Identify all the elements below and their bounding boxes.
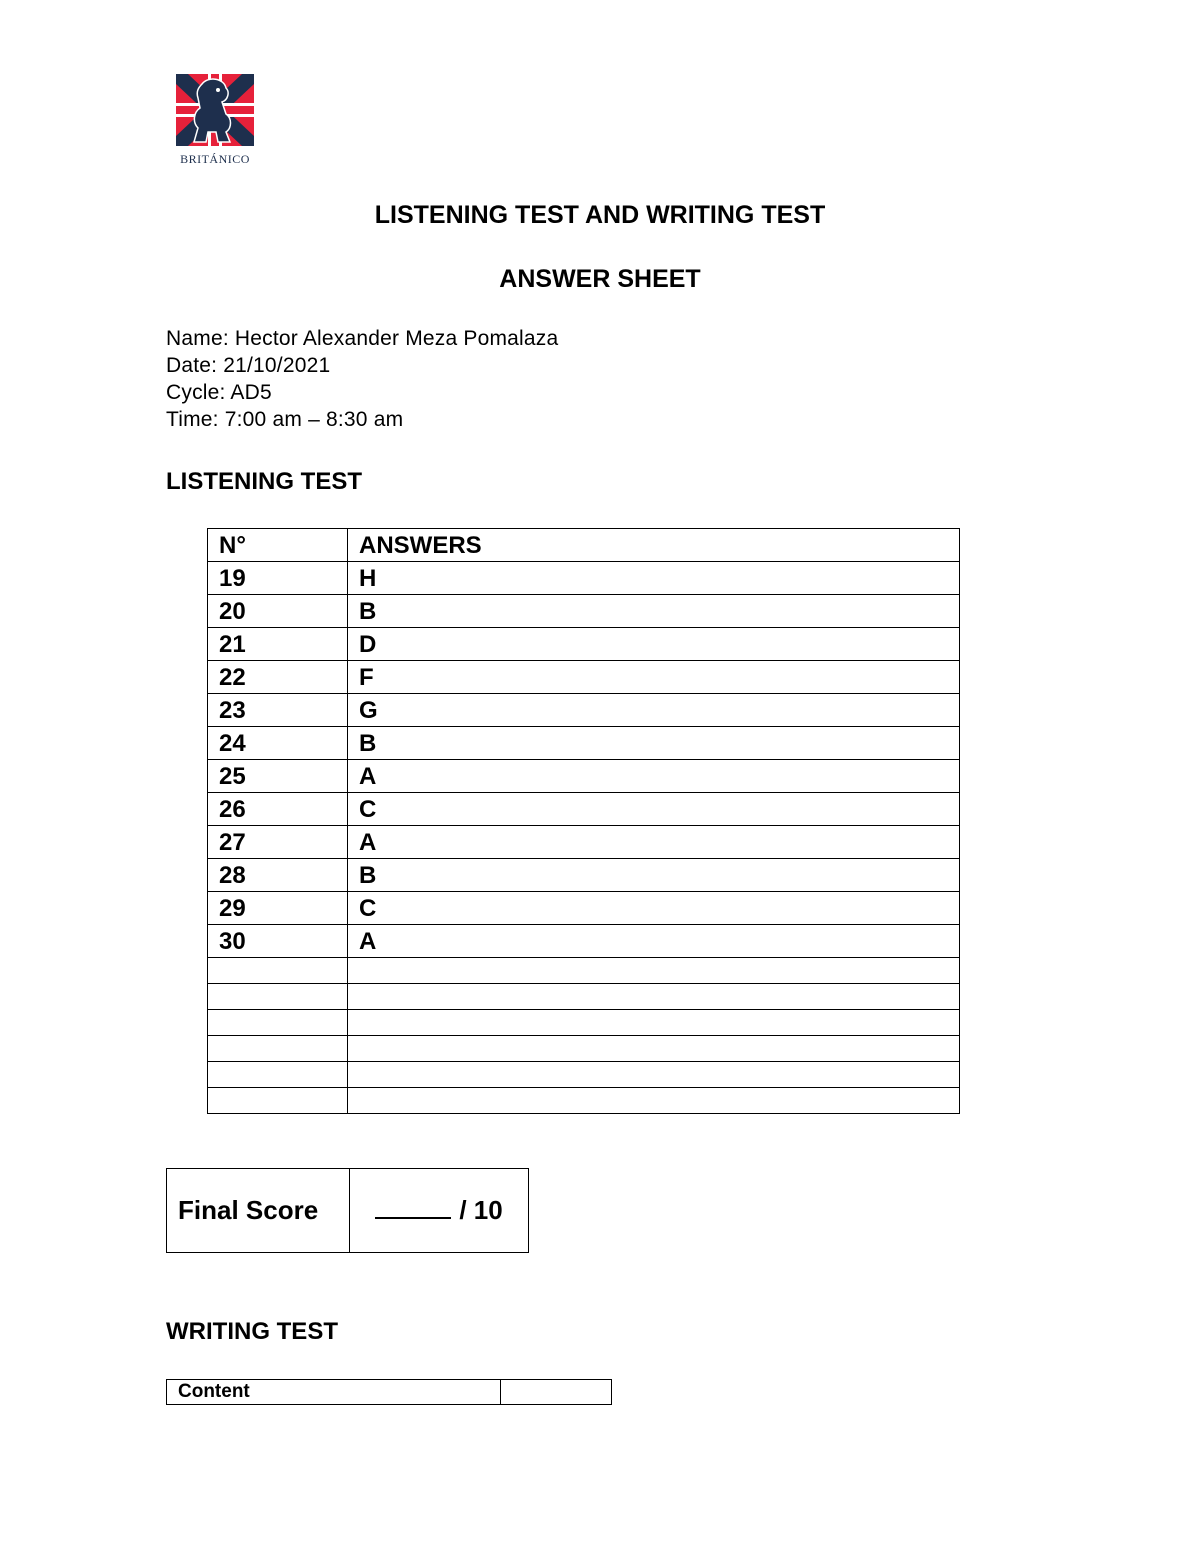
question-number: 25 (208, 760, 348, 793)
empty-table-row (208, 1088, 960, 1114)
answer-letter: F (348, 661, 960, 694)
answer-letter: D (348, 628, 960, 661)
writing-heading: WRITING TEST (166, 1318, 338, 1345)
listening-answers-table (207, 528, 960, 1114)
empty-table-row (208, 984, 960, 1010)
table-row (167, 1380, 612, 1405)
table-row (208, 628, 960, 661)
empty-cell[interactable] (208, 958, 348, 984)
column-header-number: N° (208, 529, 348, 562)
answer-letter: G (348, 694, 960, 727)
table-row (208, 595, 960, 628)
final-score-box (166, 1168, 529, 1253)
table-row (208, 661, 960, 694)
answer-letter: C (348, 793, 960, 826)
question-number: 27 (208, 826, 348, 859)
student-name: Name: Hector Alexander Meza Pomalaza (166, 327, 559, 350)
empty-cell[interactable] (348, 984, 960, 1010)
score-blank[interactable] (375, 1195, 451, 1219)
question-number: 28 (208, 859, 348, 892)
table-row (208, 760, 960, 793)
answer-letter: B (348, 595, 960, 628)
table-row (208, 826, 960, 859)
table-row (208, 925, 960, 958)
empty-table-row (208, 958, 960, 984)
question-number: 20 (208, 595, 348, 628)
question-number: 22 (208, 661, 348, 694)
final-score-label: Final Score (167, 1169, 350, 1253)
test-date: Date: 21/10/2021 (166, 354, 331, 377)
empty-cell[interactable] (208, 984, 348, 1010)
empty-cell[interactable] (348, 1036, 960, 1062)
page-title: LISTENING TEST AND WRITING TEST (374, 201, 826, 229)
writing-score-table (166, 1379, 612, 1405)
table-row (208, 727, 960, 760)
table-header-row (208, 529, 960, 562)
page-subtitle: ANSWER SHEET (499, 265, 701, 293)
empty-cell[interactable] (348, 1088, 960, 1114)
table-row (208, 793, 960, 826)
empty-table-row (208, 1036, 960, 1062)
answer-letter: A (348, 925, 960, 958)
table-row (208, 892, 960, 925)
table-row (208, 859, 960, 892)
empty-cell[interactable] (348, 958, 960, 984)
question-number: 19 (208, 562, 348, 595)
answer-letter: H (348, 562, 960, 595)
logo-caption: BRITÁNICO (180, 152, 250, 166)
empty-table-row (208, 1010, 960, 1036)
question-number: 30 (208, 925, 348, 958)
answer-letter: B (348, 859, 960, 892)
empty-table-row (208, 1062, 960, 1088)
writing-row-label: Content (167, 1380, 501, 1405)
answer-letter: B (348, 727, 960, 760)
empty-cell[interactable] (208, 1088, 348, 1114)
empty-cell[interactable] (208, 1010, 348, 1036)
empty-cell[interactable] (208, 1036, 348, 1062)
question-number: 24 (208, 727, 348, 760)
listening-heading: LISTENING TEST (166, 468, 363, 495)
column-header-answers: ANSWERS (348, 529, 960, 562)
empty-cell[interactable] (208, 1062, 348, 1088)
answer-letter: A (348, 760, 960, 793)
cycle: Cycle: AD5 (166, 381, 272, 404)
empty-cell[interactable] (348, 1062, 960, 1088)
final-score-value (350, 1169, 529, 1253)
score-total: / 10 (459, 1195, 503, 1225)
empty-cell[interactable] (348, 1010, 960, 1036)
table-row (208, 694, 960, 727)
time: Time: 7:00 am – 8:30 am (166, 408, 404, 431)
writing-row-value[interactable] (501, 1380, 612, 1405)
question-number: 21 (208, 628, 348, 661)
answer-letter: C (348, 892, 960, 925)
question-number: 23 (208, 694, 348, 727)
answer-letter: A (348, 826, 960, 859)
table-row (208, 562, 960, 595)
student-info (166, 325, 558, 433)
question-number: 29 (208, 892, 348, 925)
union-jack-lion-emblem (172, 70, 258, 150)
question-number: 26 (208, 793, 348, 826)
